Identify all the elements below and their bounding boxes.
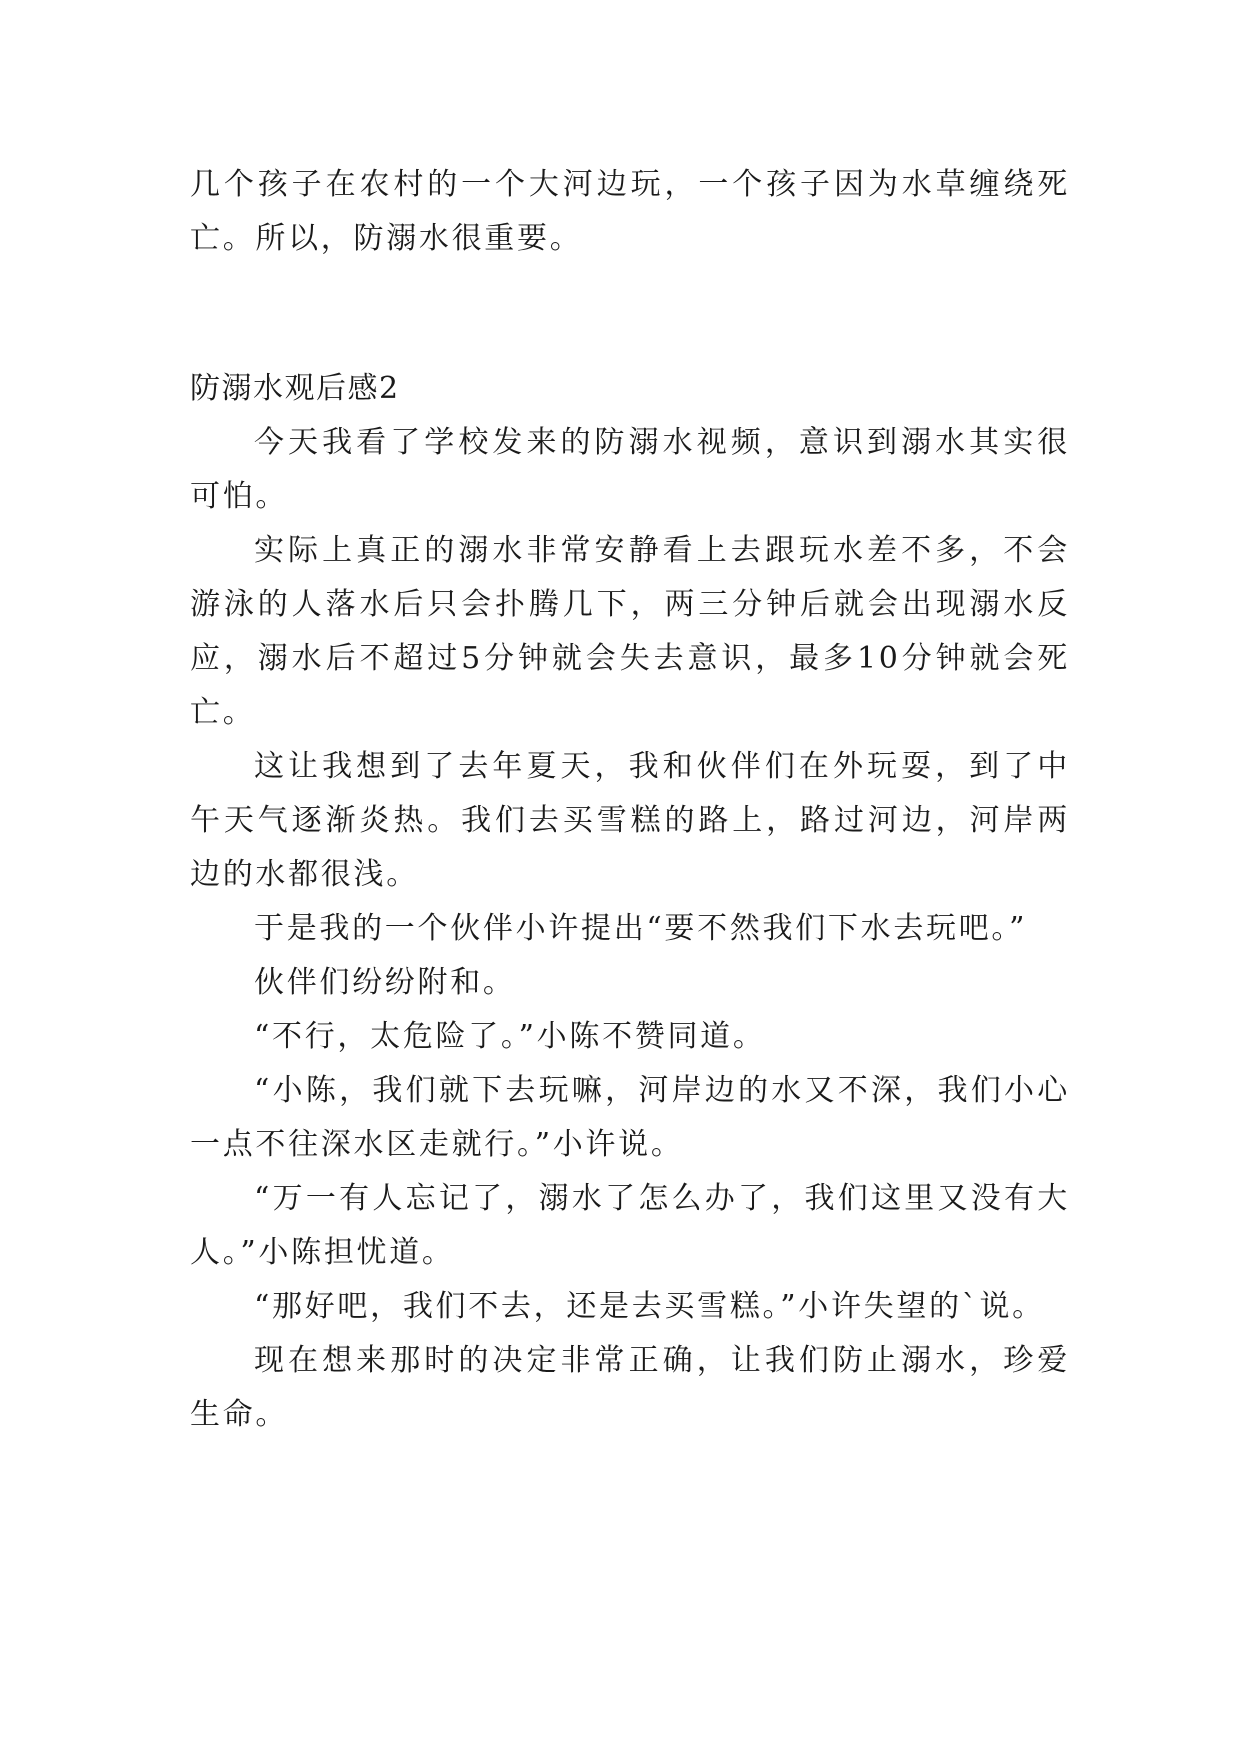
body-paragraph: 这让我想到了去年夏天，我和伙伴们在外玩耍，到了中午天气逐渐炎热。我们去买雪糕的路上，路过河边，河岸两边的水都很浅。 [190,749,1070,892]
body-paragraph: “小陈，我们就下去玩嘛，河岸边的水又不深，我们小心一点不往深水区走就行。”小许说。 [190,1073,1070,1162]
body-paragraph: 实际上真正的溺水非常安静看上去跟玩水差不多，不会游泳的人落水后只会扑腾几下，两三分钟后就会出现溺水反应，溺水后不超过5分钟就会失去意识，最多10分钟就会死亡。 [190,533,1070,730]
section-title: 防溺水观后感2 [190,371,400,406]
document-page [190,158,1070,1442]
body-paragraph: “那好吧，我们不去，还是去买雪糕。”小许失望的`说。 [254,1289,1045,1324]
body-paragraph: 今天我看了学校发来的防溺水视频，意识到溺水其实很可怕。 [190,425,1070,514]
body-paragraph: “不行，太危险了。”小陈不赞同道。 [254,1019,766,1054]
body-paragraph: 现在想来那时的决定非常正确，让我们防止溺水，珍爱生命。 [190,1343,1070,1432]
body-paragraph: 于是我的一个伙伴小许提出“要不然我们下水去玩吧。” [254,911,1028,946]
body-paragraph: “万一有人忘记了，溺水了怎么办了，我们这里又没有大人。”小陈担忧道。 [190,1181,1070,1270]
body-paragraph: 伙伴们纷纷附和。 [254,965,516,1000]
intro-paragraph: 几个孩子在农村的一个大河边玩，一个孩子因为水草缠绕死亡。所以，防溺水很重要。 [190,167,1070,256]
